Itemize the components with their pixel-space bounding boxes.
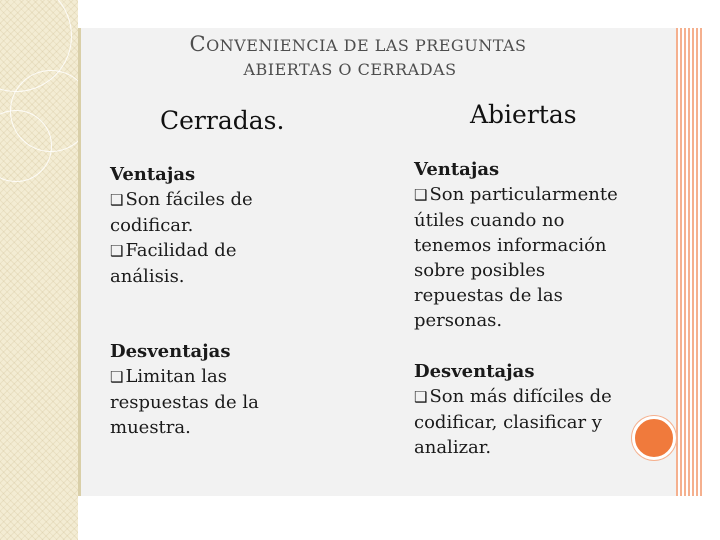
abiertas-disadvantages	[414, 359, 612, 460]
abiertas-advantages	[414, 157, 618, 333]
cerradas-ventajas-item-line: análisis.	[110, 266, 185, 287]
abiertas-ventajas-item-line: sobre posibles	[414, 260, 546, 281]
cerradas-ventajas-item-line: ❑ Facilidad de	[110, 240, 237, 261]
cerradas-desventajas-title: Desventajas	[110, 341, 231, 362]
cerradas-ventajas-item-line: ❑ Son fáciles de	[110, 189, 253, 210]
abiertas-desventajas-item-line: ❑ Son más difíciles de	[414, 386, 612, 407]
slide-title-line2: ABIERTAS O CERRADAS	[243, 60, 457, 79]
checkbox-bullet-icon: ❑	[110, 191, 124, 209]
abiertas-desventajas-item-line: analizar.	[414, 437, 492, 458]
cerradas-disadvantages	[110, 339, 259, 440]
heading-cerradas: Cerradas.	[160, 106, 285, 135]
cerradas-ventajas-title: Ventajas	[110, 164, 196, 185]
checkbox-bullet-icon: ❑	[414, 186, 428, 204]
checkbox-bullet-icon: ❑	[414, 388, 428, 406]
abiertas-ventajas-item-line: personas.	[414, 310, 503, 331]
abiertas-ventajas-item-line: ❑ Son particularmente	[414, 184, 618, 205]
title-rest: ONVENIENCIA DE LAS PREGUNTAS	[206, 36, 527, 55]
cerradas-desventajas-item-line: muestra.	[110, 417, 191, 438]
slide-title-line1	[78, 32, 638, 56]
heading-abiertas: Abiertas	[470, 100, 577, 129]
decorative-orange-dot	[632, 416, 676, 460]
abiertas-ventajas-title: Ventajas	[414, 159, 500, 180]
cerradas-ventajas-item-line: codificar.	[110, 215, 194, 236]
cerradas-desventajas-item-line: respuestas de la	[110, 392, 259, 413]
abiertas-desventajas-title: Desventajas	[414, 361, 535, 382]
abiertas-ventajas-item-line: tenemos información	[414, 235, 607, 256]
checkbox-bullet-icon: ❑	[110, 242, 124, 260]
decorative-stripes	[676, 28, 702, 496]
cerradas-advantages	[110, 162, 253, 289]
checkbox-bullet-icon: ❑	[110, 368, 124, 386]
cerradas-desventajas-item-line: ❑ Limitan las	[110, 366, 227, 387]
title-initial: C	[189, 32, 207, 56]
abiertas-desventajas-item-line: codificar, clasificar y	[414, 412, 602, 433]
abiertas-ventajas-item-line: útiles cuando no	[414, 210, 565, 231]
abiertas-ventajas-item-line: repuestas de las	[414, 285, 563, 306]
